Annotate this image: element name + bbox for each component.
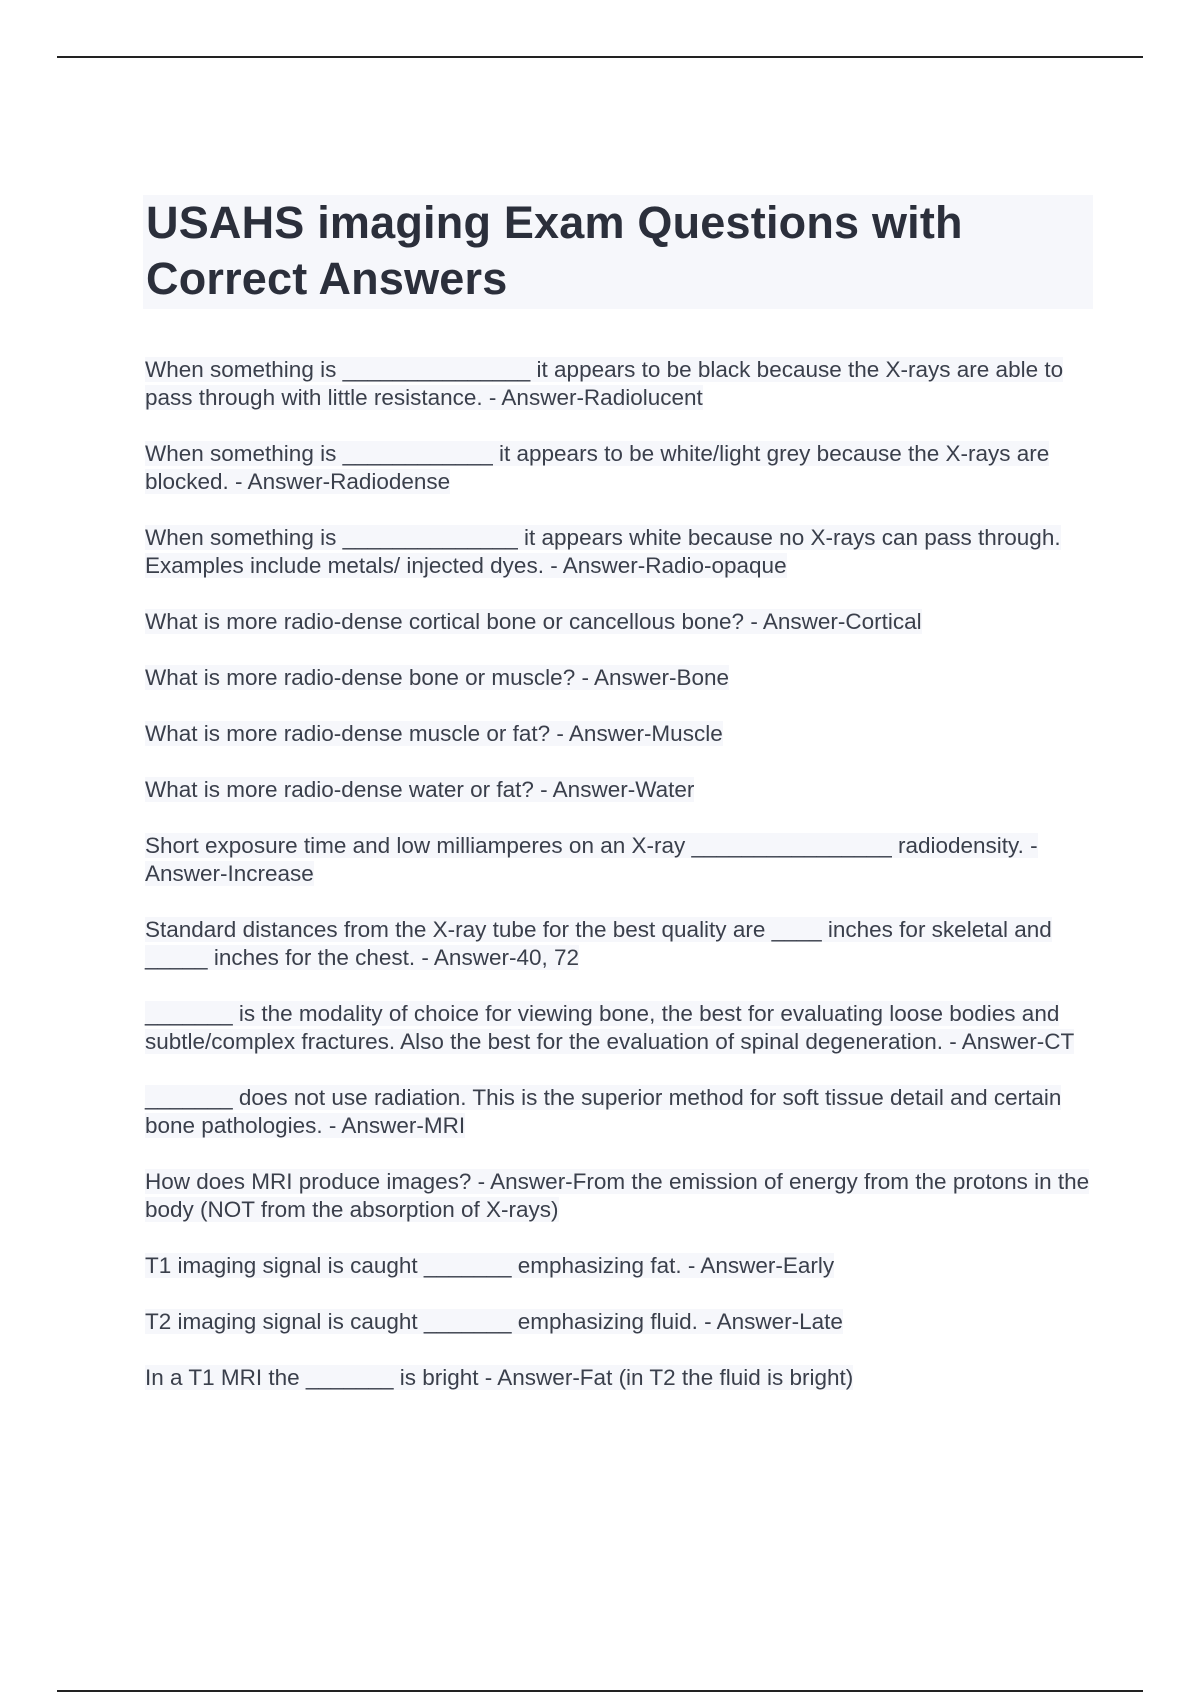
qa-text: When something is ____________ it appears to be white/light grey because the X-rays are blocked. - Answer-Radiodense	[145, 441, 1050, 494]
qa-item	[145, 1084, 1095, 1140]
qa-item	[145, 916, 1095, 972]
qa-item	[145, 664, 1095, 692]
qa-item	[145, 1364, 1095, 1392]
qa-item	[145, 608, 1095, 636]
qa-item	[145, 356, 1095, 412]
qa-item	[145, 1308, 1095, 1336]
top-rule	[57, 56, 1143, 58]
qa-item	[145, 440, 1095, 496]
qa-text: Standard distances from the X-ray tube for the best quality are ____ inches for skeletal and _____ inches for the chest. - Answer-40, 72	[145, 917, 1052, 970]
qa-item	[145, 776, 1095, 804]
qa-item	[145, 720, 1095, 748]
qa-text: What is more radio-dense water or fat? - Answer-Water	[145, 777, 695, 802]
qa-text: When something is _______________ it appears to be black because the X-rays are able to pass through with little resistance. - Answer-Radiolucent	[145, 357, 1064, 410]
qa-text: T2 imaging signal is caught _______ emphasizing fluid. - Answer-Late	[145, 1309, 843, 1334]
qa-item	[145, 1000, 1095, 1056]
qa-text: What is more radio-dense bone or muscle? - Answer-Bone	[145, 665, 730, 690]
qa-item	[145, 832, 1095, 888]
qa-list	[145, 356, 1095, 1420]
qa-text: _______ does not use radiation. This is the superior method for soft tissue detail and certain bone pathologies. - Answer-MRI	[145, 1085, 1062, 1138]
qa-item	[145, 1168, 1095, 1224]
qa-text: When something is ______________ it appears white because no X-rays can pass through. Examples include metals/ injected dyes. - Answer-Radio-opaque	[145, 525, 1061, 578]
qa-text: T1 imaging signal is caught _______ emphasizing fat. - Answer-Early	[145, 1253, 835, 1278]
qa-item	[145, 1252, 1095, 1280]
qa-text: What is more radio-dense muscle or fat? - Answer-Muscle	[145, 721, 723, 746]
qa-text: What is more radio-dense cortical bone or cancellous bone? - Answer-Cortical	[145, 609, 922, 634]
title-block	[143, 195, 1093, 309]
bottom-rule	[57, 1690, 1143, 1692]
qa-text: _______ is the modality of choice for viewing bone, the best for evaluating loose bodies and subtle/complex fractures. Also the best for the evaluation of spinal degeneration. - Answer-CT	[145, 1001, 1075, 1054]
qa-item	[145, 524, 1095, 580]
qa-text: In a T1 MRI the _______ is bright - Answer-Fat (in T2 the fluid is bright)	[145, 1365, 854, 1390]
qa-text: Short exposure time and low milliamperes on an X-ray ________________ radiodensity. - Answer-Increase	[145, 833, 1038, 886]
qa-text: How does MRI produce images? - Answer-From the emission of energy from the protons in the body (NOT from the absorption of X-rays)	[145, 1169, 1090, 1222]
document-title: USAHS imaging Exam Questions with Correct Answers	[146, 197, 963, 304]
